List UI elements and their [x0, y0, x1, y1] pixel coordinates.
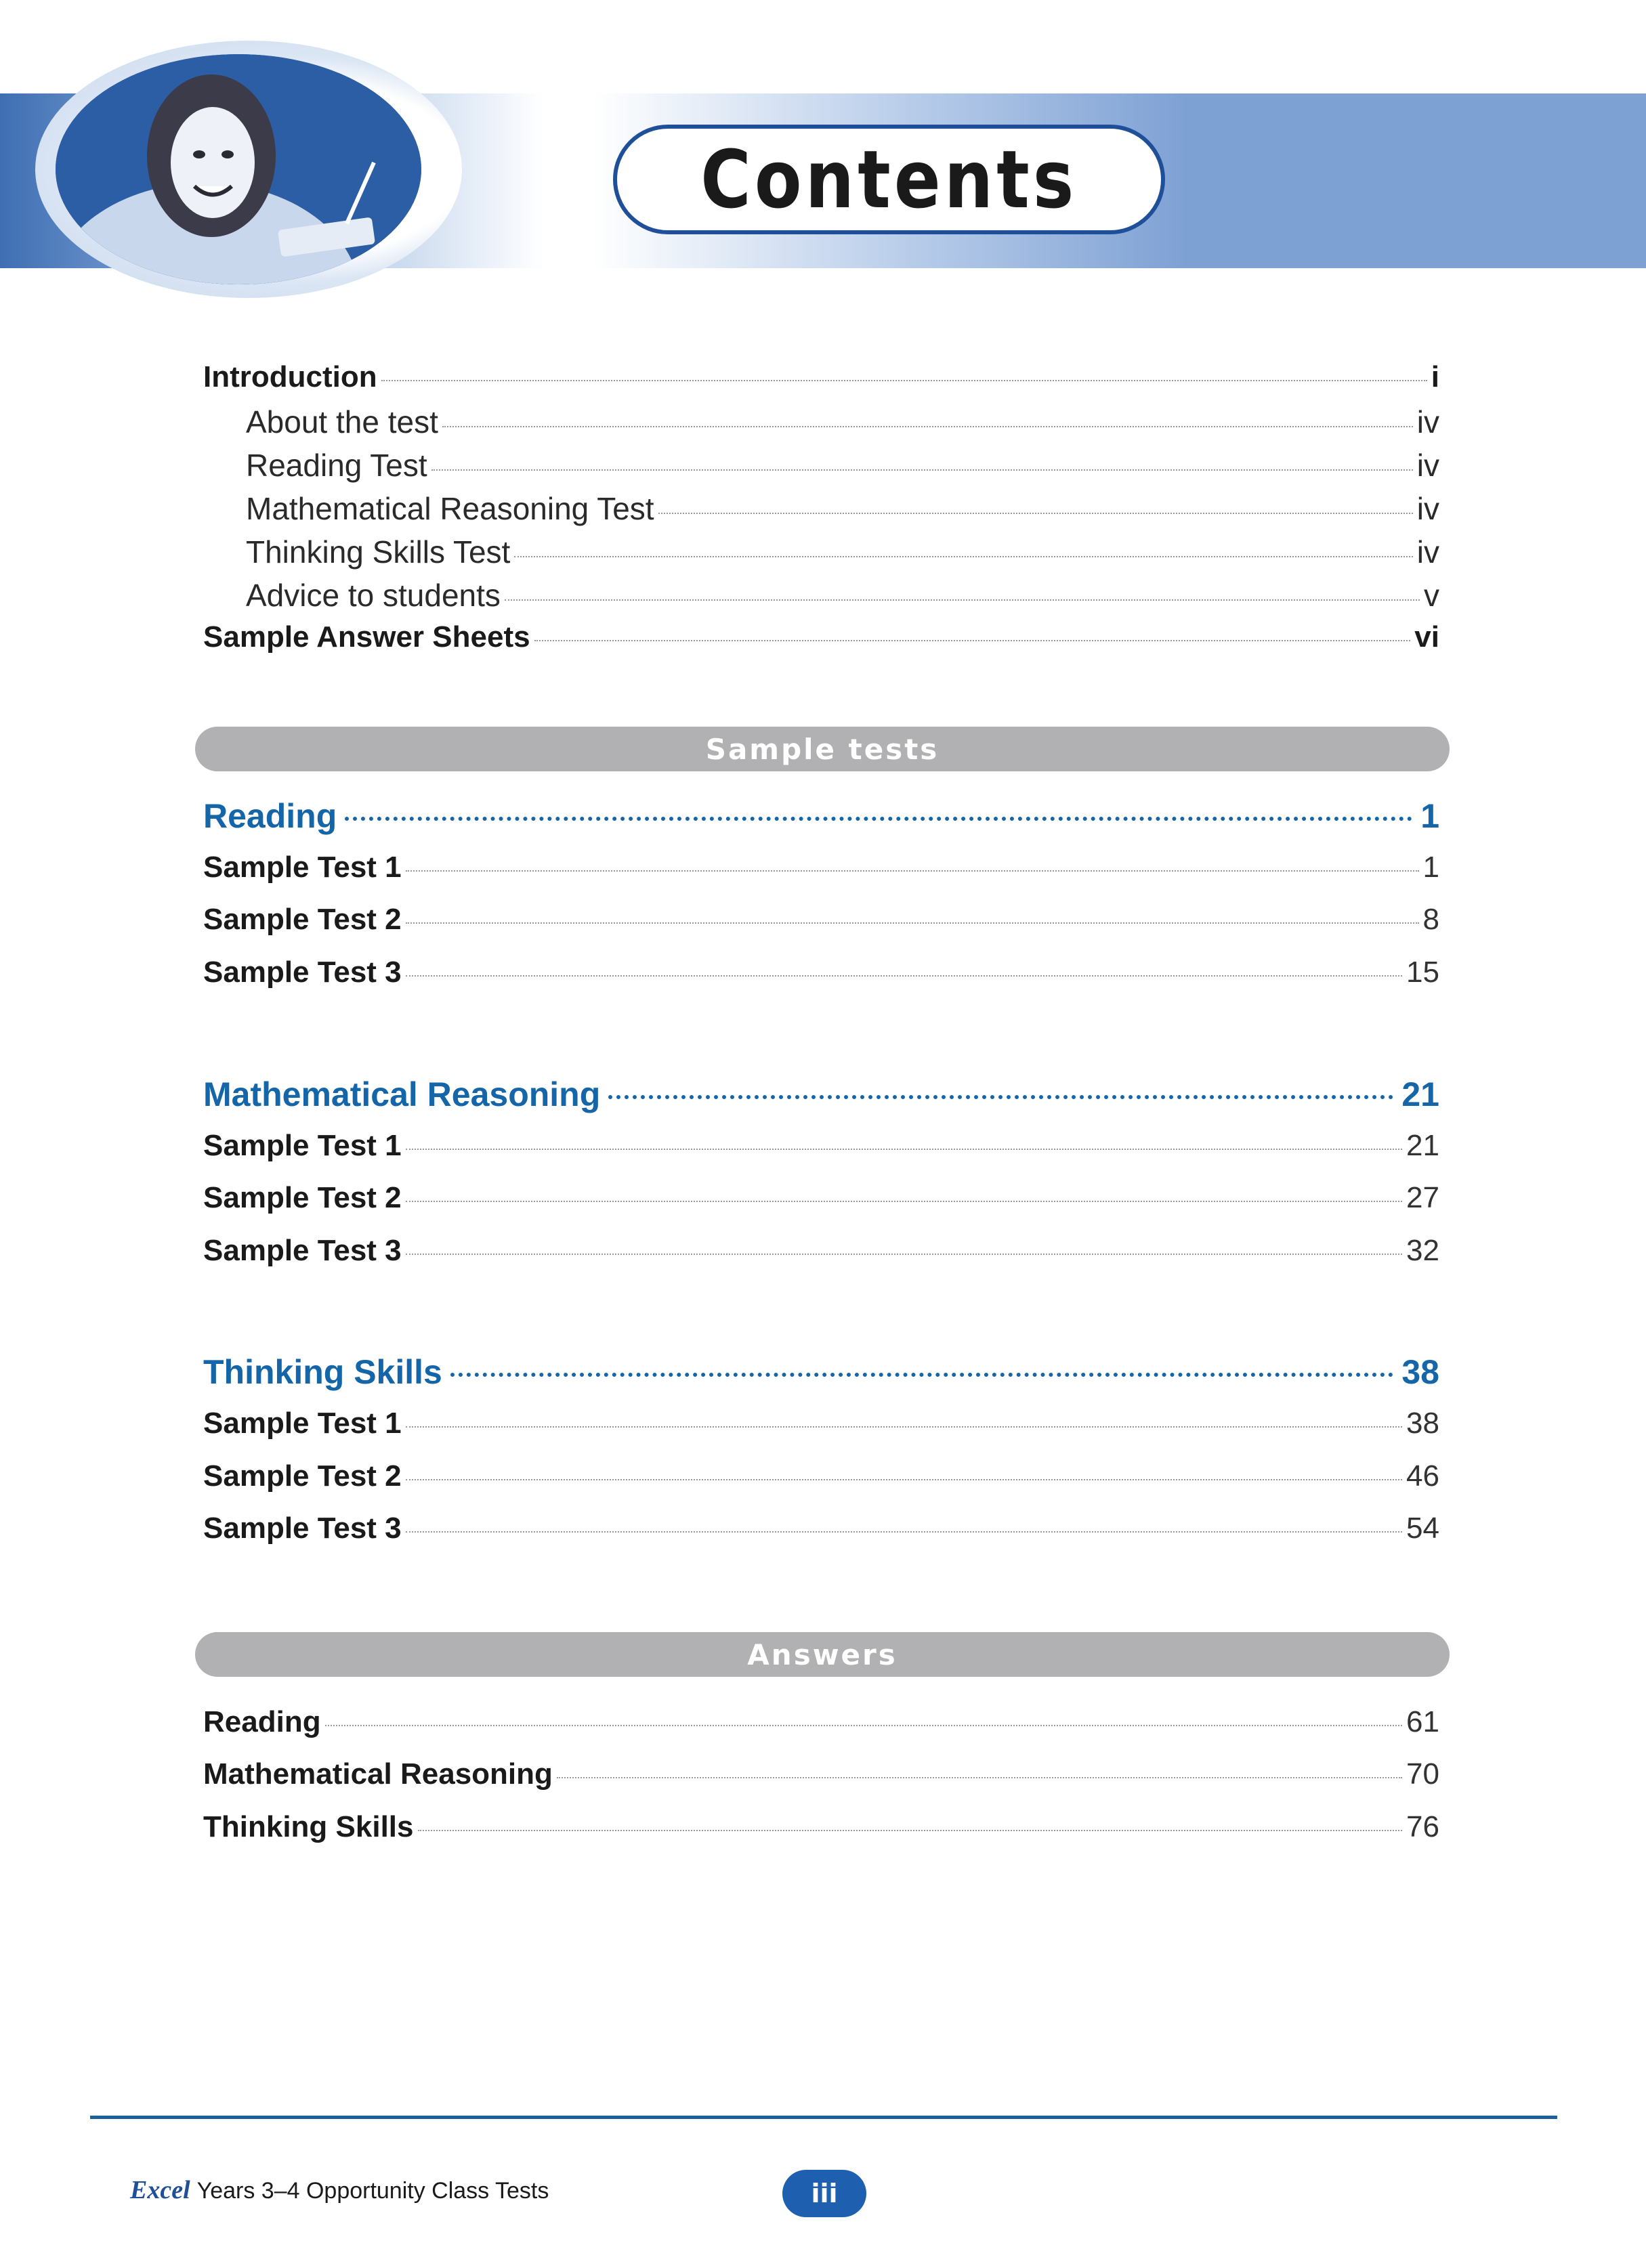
leader-dots	[325, 1725, 1402, 1726]
leader-dots	[406, 975, 1402, 977]
toc-label: About the test	[246, 404, 438, 440]
toc-page: vi	[1414, 620, 1439, 654]
toc-label: Sample Answer Sheets	[203, 620, 530, 654]
toc-section-thinking-skills[interactable]	[203, 1352, 1439, 1393]
toc-row[interactable]	[203, 404, 1439, 444]
toc-row[interactable]	[203, 490, 1439, 531]
toc-label: Reading Test	[246, 448, 427, 483]
leader-dots	[514, 556, 1412, 557]
leader-dots	[406, 1426, 1402, 1428]
toc-page: 76	[1406, 1810, 1439, 1843]
section-bar-label: Answers	[747, 1638, 898, 1671]
leader-dots	[381, 380, 1427, 381]
toc-row[interactable]	[203, 577, 1439, 618]
leader-dots	[450, 1373, 1394, 1377]
page-number: iii	[811, 2179, 838, 2208]
toc-page: 8	[1422, 903, 1439, 936]
leader-dots	[505, 599, 1420, 601]
toc-section-title: Mathematical Reasoning	[203, 1075, 601, 1113]
toc-label: Thinking Skills Test	[246, 534, 511, 570]
toc-row[interactable]	[203, 1234, 1439, 1275]
leader-dots	[557, 1777, 1402, 1778]
leader-dots	[534, 640, 1411, 641]
toc-row[interactable]	[203, 620, 1439, 661]
toc-page: iv	[1416, 534, 1439, 570]
toc-page: iv	[1416, 491, 1439, 526]
toc-label: Sample Test 3	[203, 1512, 402, 1545]
leader-dots	[442, 426, 1413, 427]
toc-label: Mathematical Reasoning Test	[246, 491, 654, 526]
section-bar-answers	[195, 1632, 1450, 1677]
leader-dots	[406, 1479, 1402, 1480]
toc-row[interactable]	[203, 1407, 1439, 1447]
toc-page: v	[1424, 578, 1439, 613]
toc-label: Sample Test 3	[203, 1234, 402, 1267]
toc-label: Sample Test 1	[203, 1407, 402, 1440]
toc-page: 46	[1406, 1459, 1439, 1493]
toc-row[interactable]	[203, 360, 1439, 401]
toc-section-title: Reading	[203, 797, 337, 835]
toc-row[interactable]	[203, 534, 1439, 574]
toc-page: 32	[1406, 1234, 1439, 1267]
page-number-badge	[782, 2170, 866, 2217]
toc-row[interactable]	[203, 1810, 1439, 1851]
toc-section-title: Thinking Skills	[203, 1353, 442, 1391]
leader-dots	[406, 922, 1419, 924]
toc-label: Mathematical Reasoning	[203, 1757, 553, 1791]
leader-dots	[406, 1201, 1402, 1202]
footer-title-text: Years 3–4 Opportunity Class Tests	[196, 2178, 549, 2204]
toc-label: Introduction	[203, 360, 377, 393]
toc-section-page: 1	[1420, 797, 1439, 835]
toc-row[interactable]	[203, 903, 1439, 943]
toc-row[interactable]	[203, 851, 1439, 891]
toc-label: Sample Test 2	[203, 1459, 402, 1493]
leader-dots	[406, 870, 1419, 872]
toc-page: 15	[1406, 956, 1439, 989]
page-title: Contents	[700, 133, 1078, 226]
toc-label: Reading	[203, 1705, 321, 1738]
footer-divider	[90, 2116, 1557, 2119]
toc-label: Advice to students	[246, 578, 501, 613]
leader-dots	[418, 1830, 1403, 1831]
toc-label: Thinking Skills	[203, 1810, 414, 1843]
toc-section-mathematical-reasoning[interactable]	[203, 1075, 1439, 1115]
toc-row[interactable]	[203, 447, 1439, 488]
student-photo	[56, 54, 421, 284]
leader-dots	[608, 1095, 1393, 1099]
toc-row[interactable]	[203, 1757, 1439, 1798]
leader-dots	[658, 513, 1413, 514]
toc-row[interactable]	[203, 1181, 1439, 1222]
section-bar-sample-tests	[195, 727, 1450, 771]
leader-dots	[406, 1531, 1402, 1533]
toc-section-reading[interactable]	[203, 796, 1439, 837]
toc-page: 1	[1422, 851, 1439, 884]
toc-label: Sample Test 2	[203, 903, 402, 936]
toc-row[interactable]	[203, 1705, 1439, 1746]
toc-page: 21	[1406, 1129, 1439, 1162]
footer-book-title	[130, 2175, 549, 2205]
toc-label: Sample Test 1	[203, 851, 402, 884]
toc-row[interactable]	[203, 1459, 1439, 1500]
toc-page: 38	[1406, 1407, 1439, 1440]
toc-page: 70	[1406, 1757, 1439, 1791]
toc-page: i	[1431, 360, 1439, 393]
toc-row[interactable]	[203, 956, 1439, 996]
toc-row[interactable]	[203, 1512, 1439, 1552]
toc-page: 27	[1406, 1181, 1439, 1214]
toc-page: 54	[1406, 1512, 1439, 1545]
toc-row[interactable]	[203, 1129, 1439, 1170]
toc-label: Sample Test 1	[203, 1129, 402, 1162]
toc-section-page: 21	[1401, 1075, 1439, 1113]
section-bar-label: Sample tests	[705, 732, 940, 766]
leader-dots	[345, 817, 1412, 821]
leader-dots	[431, 469, 1413, 471]
toc-label: Sample Test 3	[203, 956, 402, 989]
page-title-pill	[613, 125, 1165, 234]
footer-brand: Excel	[130, 2176, 190, 2204]
toc-page: iv	[1416, 448, 1439, 483]
leader-dots	[406, 1149, 1402, 1150]
toc-label: Sample Test 2	[203, 1181, 402, 1214]
toc-page: iv	[1416, 404, 1439, 440]
leader-dots	[406, 1254, 1402, 1255]
toc-page: 61	[1406, 1705, 1439, 1738]
toc-section-page: 38	[1401, 1353, 1439, 1391]
